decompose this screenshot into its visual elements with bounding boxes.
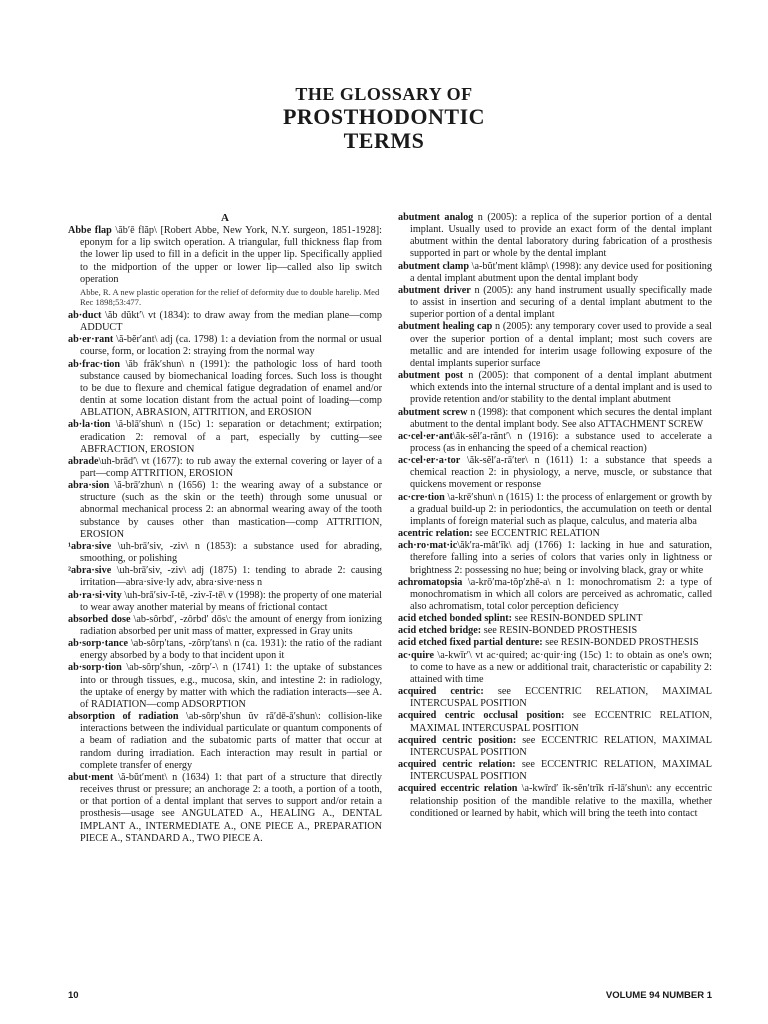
entry-definition: \ab-sôrp′tans, -zôrp′tans\ n (ca. 1931): the ratio of the radiant energy absorbed by a body to that incident upon it [80,638,382,662]
entry-headword: abutment analog [398,212,474,223]
entry-headword: ²abra·sive [68,565,112,577]
entry-headword: abutment screw [398,406,468,418]
glossary-entry [398,577,712,613]
entry-headword: abrade [68,455,99,467]
entry-headword: ac·cel·er·a·tor [398,455,461,467]
glossary-entry [398,212,712,261]
entry-definition: n (2005): a replica of the superior portion of a dental implant. Usually used to provide an exact form of the dental implant abutment within the dental laboratory during fabrication of a prosthesis supported in part or whole by the dental implant [410,212,712,260]
entry-definition: see RESIN-BONDED PROSTHESIS [481,625,638,637]
entry-definition: see ECCENTRIC RELATION, MAXIMAL INTERCUSPAL POSITION [410,759,712,783]
glossary-entry [398,528,712,540]
entry-headword: ac·cel·er·ant [398,430,453,442]
entry-headword: ach·ro·mat·ic [398,540,458,552]
title-line-1: THE GLOSSARY OF [295,84,473,104]
glossary-entry [68,225,382,286]
entry-headword: ab·duct [68,309,102,321]
entry-headword: abutment clamp [398,260,470,272]
title-line-2: PROSTHODONTIC [282,104,486,129]
entry-headword: acid etched fixed partial denture: [398,637,543,649]
entry-definition: \a-krō′ma-tŏp′zhē-a\ n 1: monochromatism 2: a type of monochromatism in which all colors are perceived as achromatic, called also achromatism, total color perception deficiency [410,576,712,612]
glossary-entry [398,492,712,528]
glossary-entry [68,310,382,334]
entry-definition: see RESIN-BONDED PROSTHESIS [542,637,699,649]
glossary-entry [398,759,712,783]
entry-definition: see ECCENTRIC RELATION [472,528,600,540]
glossary-entry [398,431,712,455]
entry-headword: acquired eccentric relation [398,783,518,795]
entry-definition: see ECCENTRIC RELATION, MAXIMAL INTERCUSPAL POSITION [410,734,712,758]
entry-headword: acid etched bonded splint: [398,613,513,625]
glossary-entry [68,541,382,565]
entry-definition: \ăk′ra-măt′ĭk\ adj (1766) 1: lacking in hue and saturation, therefore falling into a series of colors that varies only in lightness or brightness 2: possessing no hue; being or involving black, gray or white [410,540,712,576]
entry-headword: acid etched bridge: [398,625,482,637]
entry-definition: \ăb frăk′shun\ n (1991): the pathologic loss of hard tooth substance caused by biomechanical loading forces. Such loss is thought to be due to flexure and chemical fatigue degradation of enamel and/or dentin at some location distant from the actual point of loading—comp ABLATION, ABRASION, ATTRITION, and EROSION [80,358,382,419]
glossary-entry [68,590,382,614]
entry-definition: n (2005): any hand instrument usually specifically made to assist in insertion and securing of a dental implant abutment to the superior portion of a dental implant [410,284,712,321]
entry-definition: \ăb′ē flăp\ [Robert Abbe, New York, N.Y. surgeon, 1851-1928]: eponym for a lip switch operation. A triangular, full thickness flap from the lower lip used to fill in a deficit in the upper lip. Specifically applied to the midportion of the upper or lower lip—called also lip switch operation [80,225,382,285]
entry-definition: \uh-brā′siv, -ziv\ n (1853): a substance used for abrading, smoothing, or polishing [80,540,382,565]
glossary-entry [68,711,382,772]
entry-definition: see ECCENTRIC RELATION, MAXIMAL INTERCUSPAL POSITION [410,686,713,710]
entry-definition: \ăb dŭkt′\ vt (1834): to draw away from the median plane—comp ADDUCT [80,309,382,334]
entry-headword: abutment driver [398,284,471,296]
entry-headword: achromatopsia [398,576,463,588]
entry-definition: \uh-brā′siv, -ziv\ adj (1875) 1: tending to abrade 2: causing irritation—abra·sive·ly adv, abra·sive·ness n [80,565,382,589]
glossary-entry [68,638,382,662]
glossary-entry [398,637,712,649]
glossary-entry [68,565,382,589]
title-line-3: TERMS [343,128,425,153]
glossary-entry [68,662,382,711]
left-column [68,212,382,845]
glossary-entry [398,370,712,406]
entry-headword: absorption of radiation [68,711,179,723]
glossary-entry [398,540,712,576]
entry-headword: abutment post [398,370,464,382]
glossary-entry [398,407,712,431]
entry-definition: \ă-brā′zhun\ n (1656) 1: the wearing away of a substance or structure (such as the skin or the teeth) through some unusual or abnormal mechanical process 2: an abnormal wearing away of the tooth substance by causes other than mastication—comp ATTRITION, EROSION [80,480,382,540]
glossary-entry [68,419,382,455]
entry-definition: \uh-brā′siv-ĭ-tē, -ziv-ĭ-tē\ v (1998): the property of one material to wear away another material by means of frictional contact [80,589,383,613]
entry-definition: \ă-blā′shun\ n (15c) 1: separation or detachment; extirpation; eradication 2: removal of a part, especially by cutting—see ABFRACTION, EROSION [80,419,382,455]
entry-headword: ab·sorp·tion [68,662,122,674]
entry-definition: \a-kwīr′\ vt ac·quired; ac·quir·ing (15c) 1: to obtain as one's own; to come to have as a new or additional trait, characteristic or capability 2: attained with time [410,649,712,685]
entry-definition: \a-bŭt′ment klămp\ (1998): any device used for positioning a dental implant abutment upon the dental implant body [410,260,712,284]
glossary-entry [68,480,382,541]
entry-headword: abutment healing cap [398,321,493,333]
glossary-entry [398,625,712,637]
left-entries [68,225,382,845]
entry-definition: n (2005): any temporary cover used to provide a seal over the superior portion of a dental implant; most such covers are metallic and are intended for interim usage following exposure of the dental implants superior surface [410,321,712,369]
entry-definition: see ECCENTRIC RELATION, MAXIMAL INTERCUSPAL POSITION [410,710,712,734]
entry-headword: absorbed dose [68,613,131,625]
entry-headword: ab·frac·tion [68,358,121,370]
entry-headword: ab·er·rant [68,334,114,346]
entry-headword: ac·quire [398,649,435,661]
entry-definition: \ă-bĕr′ant\ adj (ca. 1798) 1: a deviation from the normal or usual course, form, or location 2: straying from the normal way [80,334,382,358]
entry-definition: \uh-brād′\ vt (1677): to rub away the external covering or layer of a part—comp ATTRITION, EROSION [80,455,382,479]
entry-definition: \ab-sôrp′shun ŭv rā′dē-ā′shun\: collision-like interactions between the individual particulate or quantum components of a beam of radiation and the subatomic parts of matter that occur at random during irradiation. Each interaction may result in partial or complete transfer of energy [80,711,382,771]
entry-definition: see RESIN-BONDED SPLINT [512,613,643,625]
entry-headword: acquired centric position: [398,734,517,746]
entry-headword: ab·sorp·tance [68,638,128,650]
glossary-entry [68,334,382,358]
glossary-entry [398,613,712,625]
entry-headword: acquired centric relation: [398,759,516,771]
glossary-entry [398,783,712,819]
entry-headword: acquired centric: [398,686,484,698]
entry-headword: ¹abra·sive [68,540,112,552]
section-letter: A [221,212,229,224]
entry-headword: abut·ment [68,771,114,783]
glossary-entry [68,614,382,638]
entry-definition: \ab-sôrbd′, -zôrbd′ dōs\: the amount of energy from ionizing radiation absorbed per unit mass of matter, expressed in Gray units [80,613,382,637]
right-column [398,212,712,820]
entry-definition: \ăk-sĕl′a-rănt′\ n (1916): a substance used to accelerate a process (as in enhancing the speed of a chemical reaction) [410,430,712,454]
entry-headword: abra·sion [68,480,110,492]
entry-definition: \ă-bŭt′ment\ n (1634) 1: that part of a structure that directly receives thrust or pressure; an anchorage 2: a tooth, a portion of a tooth, or that portion of a dental implant that serves to support and/or retain a prosthesis—usage see ANGULATED A., HEALING A., DENTAL IMPLANT A., INTERMEDIATE A., ONE PIECE A., PREPARATION PIECE A., STANDARD A., TWO PIECE A. [80,771,382,844]
entry-definition: n (2005): that component of a dental implant abutment which extends into the internal structure of a dental implant and is used to provide retention and/or stability to the dental implant abutment [410,370,712,406]
entry-definition: \ăk-sĕl′a-rā′ter\ n (1611) 1: a substance that speeds a chemical reaction 2: in physiology, a nerve, muscle, or substance that quickens movement or response [410,455,712,491]
glossary-entry [398,321,712,370]
glossary-entry [68,456,382,480]
entry-definition: \a-kwīrd′ ĭk-sĕn′trĭk rĭ-lā′shun\: any eccentric relationship position of the mandible relative to the maxilla, whether conditioned or learned by habit, which will bring the teeth into contact [410,783,712,819]
entry-headword: acentric relation: [398,528,473,540]
glossary-entry [398,735,712,759]
glossary-entry [68,359,382,420]
entry-definition: n (1998): that component which secures the dental implant abutment to the dental implant body. See also ATTACHMENT SCREW [410,406,712,430]
entry-definition: \ab-sôrp′shun, -zôrp′-\ n (1741) 1: the uptake of substances into or through tissues, e.g., mucosa, skin, and intestine 2: in radiology, the uptake of energy by matter with which the radiation interacts—see A. of RADIATION—comp ADSORPTION [80,662,382,710]
entry-headword: ac·cre·tion [398,491,445,503]
right-entries [398,212,712,820]
glossary-entry [398,710,712,734]
glossary-entry [398,455,712,491]
entry-headword: Abbe flap [68,225,112,237]
entry-headword: ab·la·tion [68,419,111,431]
entry-headword: acquired centric occlusal position: [398,710,565,722]
journal-volume: VOLUME 94 NUMBER 1 [605,990,712,1001]
glossary-entry [398,261,712,285]
entry-headword: ab·ra·si·vity [68,589,122,601]
glossary-entry [68,772,382,845]
glossary-entry [398,650,712,686]
entry-definition: \a-krē′shun\ n (1615) 1: the process of enlargement or growth by a gradual build-up 2: in periodontics, the accumulation on teeth or dental implants of foreign material such as plaque, calculus, and materia alba [410,491,712,527]
page-number: 10 [68,990,79,1001]
glossary-reference: Abbe, R. A new plastic operation for the relief of deformity due to double harelip. Med Rec 1898;53:477. [80,286,380,308]
glossary-entry [398,686,712,710]
glossary-entry [398,285,712,321]
